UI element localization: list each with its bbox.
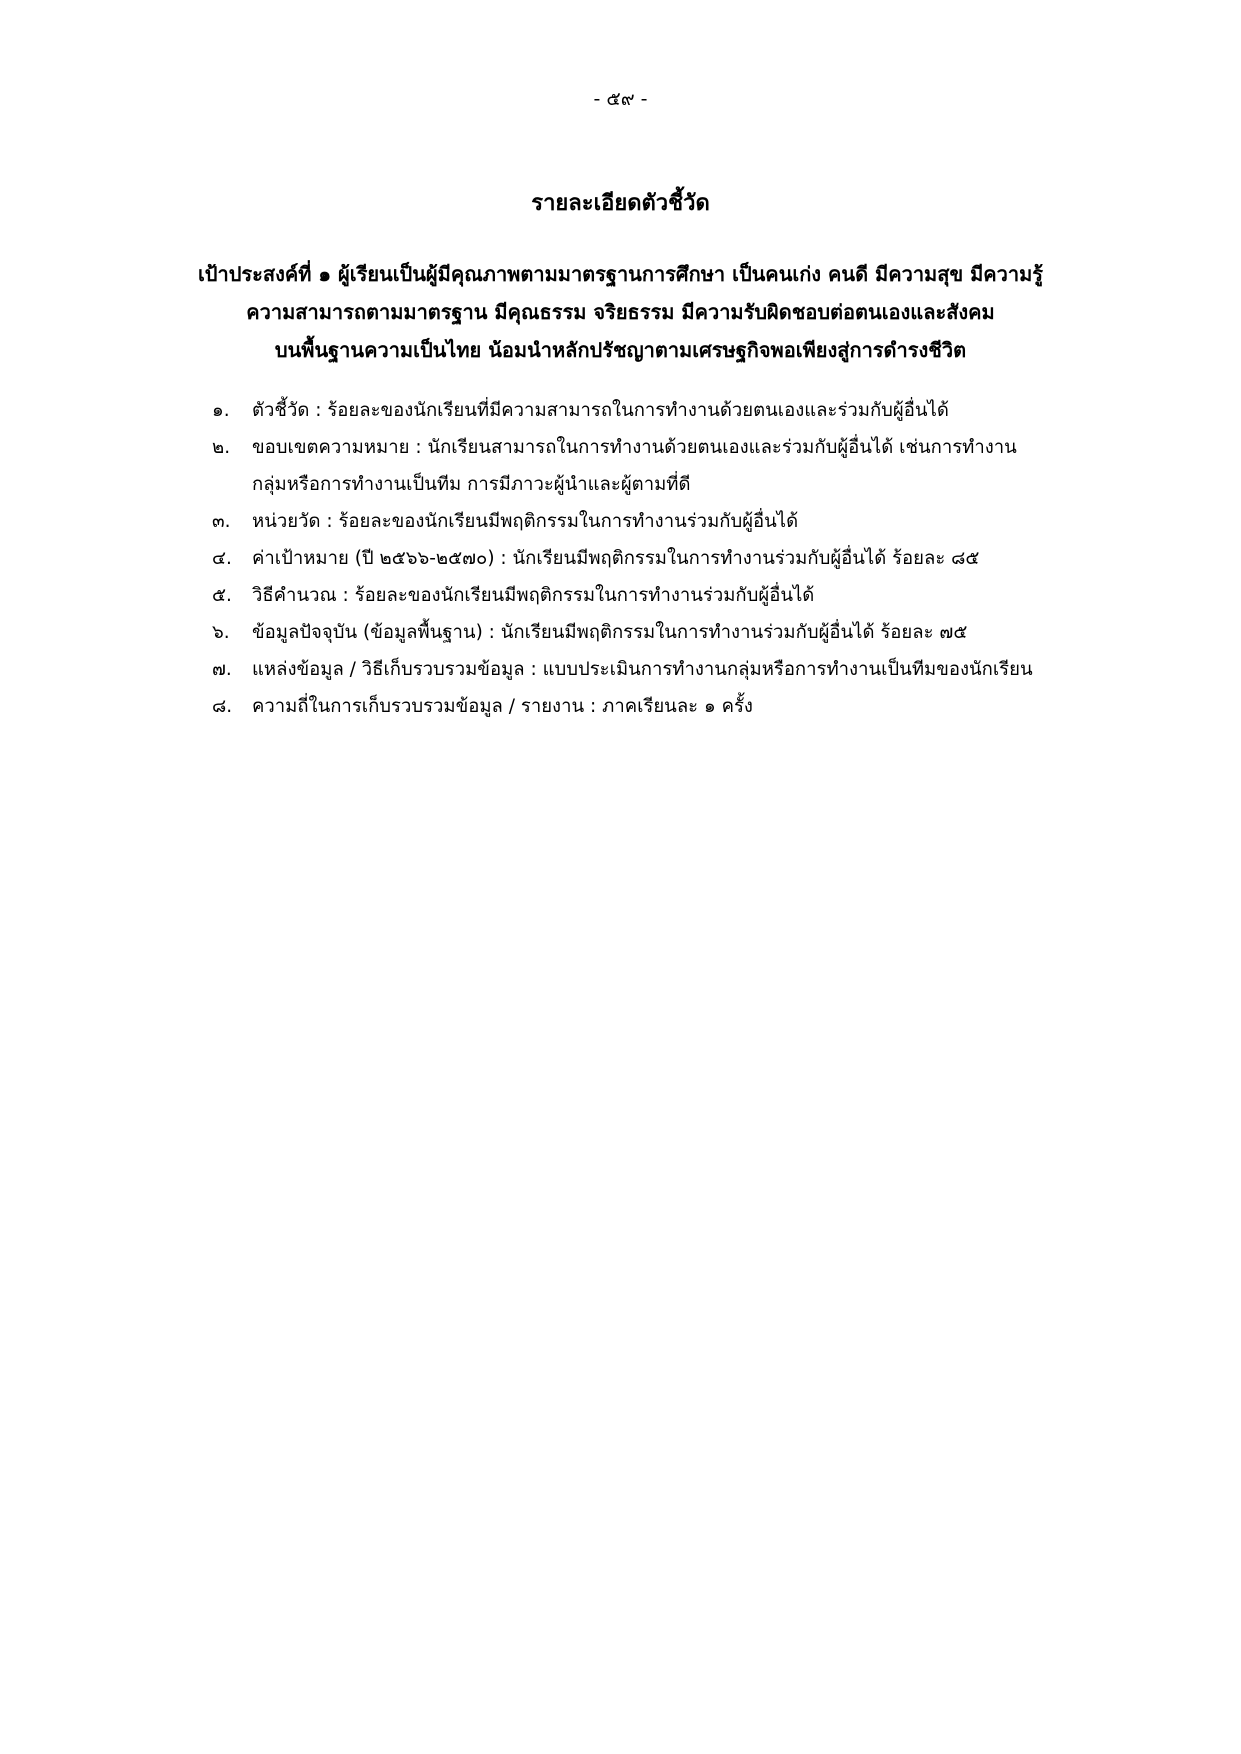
document-title: รายละเอียดตัวชี้วัด <box>531 191 710 216</box>
item-line: แหล่งข้อมูล / วิธีเก็บรวบรวมข้อมูล : แบบประเมินการทำงานกลุ่มหรือการทำงานเป็นทีมของนักเรียน <box>252 659 1033 680</box>
goal-heading <box>150 255 1091 369</box>
indicator-list <box>212 392 1132 725</box>
item-number: ๒. <box>212 437 231 458</box>
list-item <box>212 651 1132 688</box>
item-text <box>252 651 1132 688</box>
item-line: ตัวชี้วัด : ร้อยละของนักเรียนที่มีความสามารถในการทำงานด้วยตนเองและร่วมกับผู้อื่นได้ <box>252 400 949 421</box>
item-line: ความถี่ในการเก็บรวบรวมข้อมูล / รายงาน : ภาคเรียนละ ๑ ครั้ง <box>252 696 753 717</box>
item-line: ข้อมูลปัจจุบัน (ข้อมูลพื้นฐาน) : นักเรียนมีพฤติกรรมในการทำงานร่วมกับผู้อื่นได้ ร้อยละ ๗๕ <box>252 622 968 643</box>
item-line: ค่าเป้าหมาย (ปี ๒๕๖๖-๒๕๗๐) : นักเรียนมีพฤติกรรมในการทำงานร่วมกับผู้อื่นได้ ร้อยละ ๘๕ <box>252 548 980 569</box>
item-number: ๘. <box>212 696 233 717</box>
list-item <box>212 614 1132 651</box>
item-text <box>252 577 1132 614</box>
item-number: ๗. <box>212 659 232 680</box>
goal-line: บนพื้นฐานความเป็นไทย น้อมนำหลักปรัชญาตามเศรษฐกิจพอเพียงสู่การดำรงชีวิต <box>274 338 967 362</box>
list-item <box>212 429 1132 503</box>
item-line: กลุ่มหรือการทำงานเป็นทีม การมีภาวะผู้นำและผู้ตามที่ดี <box>252 474 691 495</box>
goal-line: ความสามารถตามมาตรฐาน มีคุณธรรม จริยธรรม มีความรับผิดชอบต่อตนเองและสังคม <box>246 300 995 324</box>
item-number: ๑. <box>212 400 230 421</box>
goal-line: เป้าประสงค์ที่ ๑ ผู้เรียนเป็นผู้มีคุณภาพตามมาตรฐานการศึกษา เป็นคนเก่ง คนดี มีความสุข มีความรู้ <box>197 262 1044 286</box>
item-number: ๓. <box>212 511 231 532</box>
item-text <box>252 614 1132 651</box>
item-number: ๖. <box>212 622 230 643</box>
list-item <box>212 577 1132 614</box>
item-text <box>252 429 1132 503</box>
item-number: ๕. <box>212 585 232 606</box>
list-item <box>212 392 1132 429</box>
item-text <box>252 503 1132 540</box>
item-text <box>252 688 1132 725</box>
list-item <box>212 503 1132 540</box>
item-line: ขอบเขตความหมาย : นักเรียนสามารถในการทำงานด้วยตนเองและร่วมกับผู้อื่นได้ เช่นการทำงาน <box>252 437 1017 458</box>
item-line: หน่วยวัด : ร้อยละของนักเรียนมีพฤติกรรมในการทำงานร่วมกับผู้อื่นได้ <box>252 511 799 532</box>
item-text <box>252 540 1132 577</box>
item-text <box>252 392 1132 429</box>
item-number: ๔. <box>212 548 232 569</box>
list-item <box>212 688 1132 725</box>
list-item <box>212 540 1132 577</box>
page-number: - ๕๙ - <box>593 88 648 110</box>
item-line: วิธีคำนวณ : ร้อยละของนักเรียนมีพฤติกรรมในการทำงานร่วมกับผู้อื่นได้ <box>252 585 815 606</box>
